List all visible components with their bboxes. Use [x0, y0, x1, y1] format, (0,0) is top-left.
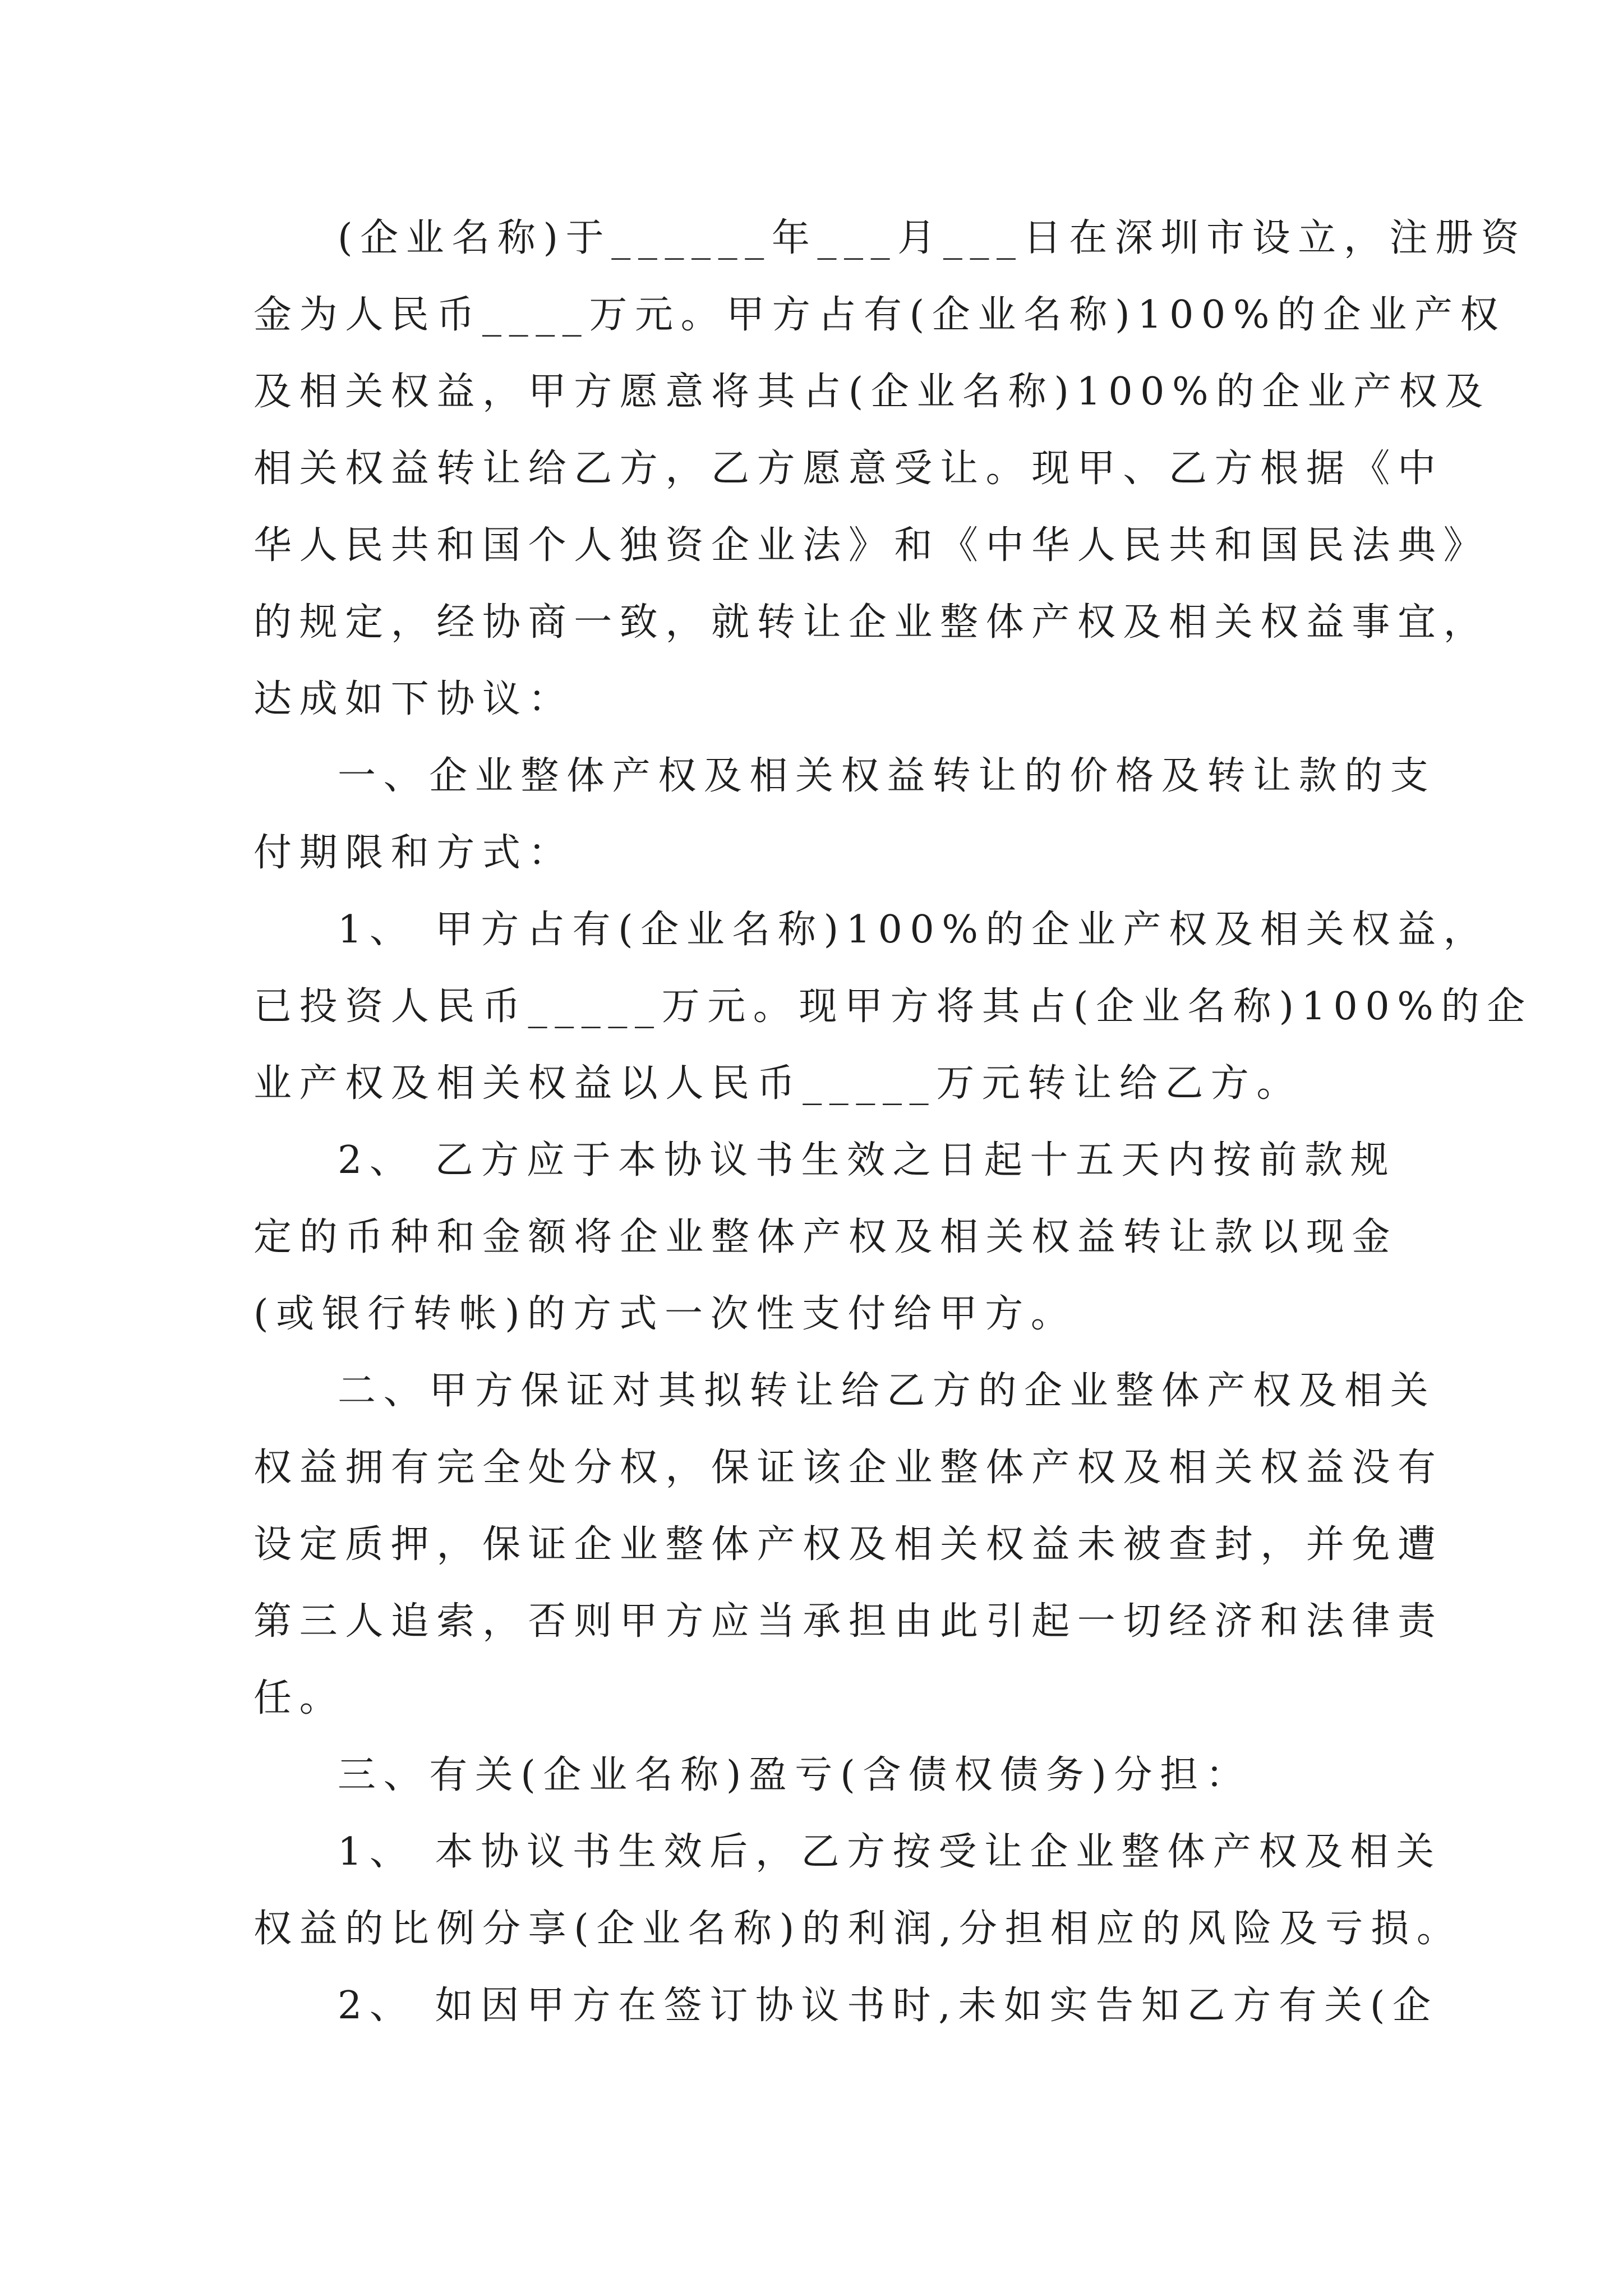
section-3-item-2 — [253, 1967, 1438, 2044]
text-line: 设定质押，保证企业整体产权及相关权益未被查封，并免遭 — [253, 1522, 1444, 1567]
text-line: (或银行转帐)的方式一次性支付给甲方。 — [253, 1292, 1077, 1336]
document-body — [253, 200, 1533, 2044]
text-line: 2、 如因甲方在签订协议书时,未如实告知乙方有关(企 — [338, 1984, 1438, 2028]
text-line: 二、甲方保证对其拟转让给乙方的企业整体产权及相关 — [338, 1369, 1436, 1413]
text-line: 第三人追索，否则甲方应当承担由此引起一切经济和法律责 — [253, 1599, 1444, 1644]
section-3-item-1 — [253, 1814, 1463, 1967]
section-1-item-2 — [253, 1122, 1398, 1352]
text-line: 付期限和方式： — [253, 831, 574, 875]
paragraph-intro — [253, 200, 1527, 738]
text-line: 1、 甲方占有(企业名称)100%的企业产权及相关权益， — [338, 908, 1490, 952]
text-line: 定的币种和金额将企业整体产权及相关权益转让款以现金 — [253, 1215, 1398, 1259]
text-line: 华人民共和国个人独资企业法》和《中华人民共和国民法典》 — [253, 523, 1490, 568]
text-line: 及相关权益，甲方愿意将其占(企业名称)100%的企业产权及 — [253, 370, 1491, 414]
section-3-heading — [253, 1737, 1389, 1814]
text-line: 权益的比例分享(企业名称)的利润,分担相应的风险及亏损。 — [253, 1907, 1463, 1951]
section-2 — [253, 1352, 1444, 1737]
text-line: 三、有关(企业名称)盈亏(含债权债务)分担： — [338, 1753, 1252, 1797]
text-line: 1、 本协议书生效后，乙方按受让企业整体产权及相关 — [338, 1830, 1442, 1874]
text-line: 金为人民币____万元。甲方占有(企业名称)100%的企业产权 — [253, 293, 1506, 337]
text-line: 达成如下协议： — [253, 677, 574, 721]
text-line: 一、企业整体产权及相关权益转让的价格及转让款的支 — [338, 754, 1436, 798]
text-line: 任。 — [253, 1676, 345, 1720]
section-1-item-1 — [253, 891, 1533, 1122]
text-line: 已投资人民币_____万元。现甲方将其占(企业名称)100%的企 — [253, 984, 1533, 1029]
text-line: (企业名称)于______年___月___日在深圳市设立，注册资 — [338, 216, 1527, 260]
text-line: 业产权及相关权益以人民币_____万元转让给乙方。 — [253, 1061, 1303, 1106]
text-line: 2、 乙方应于本协议书生效之日起十五天内按前款规 — [338, 1138, 1396, 1182]
section-1-heading — [253, 738, 1436, 891]
text-line: 的规定，经协商一致，就转让企业整体产权及相关权益事宜， — [253, 600, 1490, 645]
text-line: 权益拥有完全处分权，保证该企业整体产权及相关权益没有 — [253, 1446, 1444, 1490]
text-line: 相关权益转让给乙方，乙方愿意受让。现甲、乙方根据《中 — [253, 447, 1444, 491]
